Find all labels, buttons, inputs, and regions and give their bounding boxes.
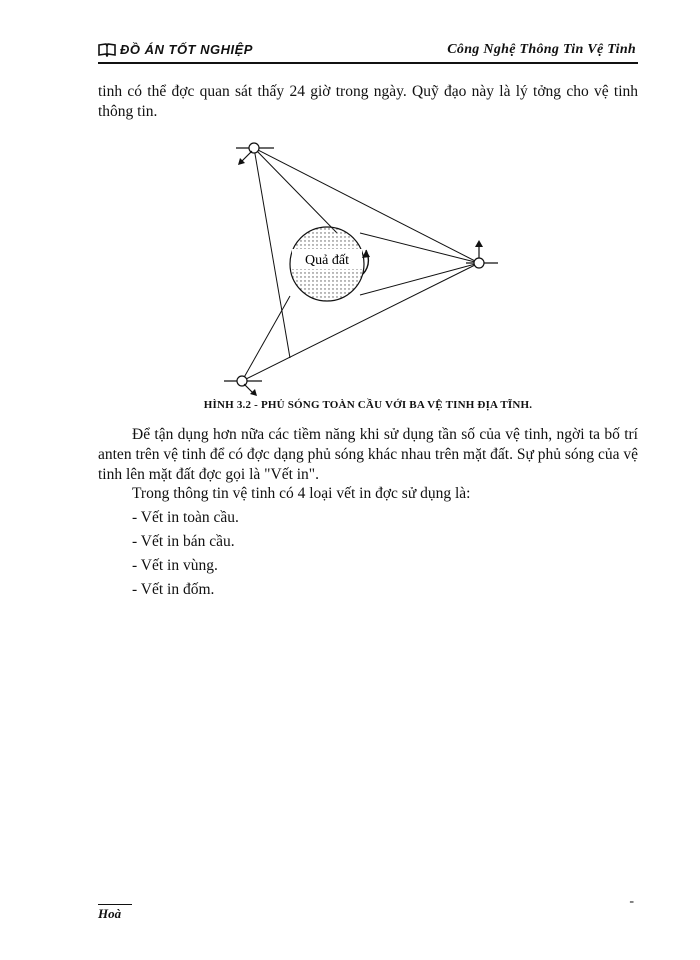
page-footer: [98, 894, 638, 924]
header-left: [98, 42, 253, 57]
page-header: [98, 40, 638, 64]
book-icon: [98, 43, 116, 57]
list-item: - Vết in đốm.: [132, 581, 215, 598]
footprint-list: [132, 508, 239, 604]
list-item: - Vết in toàn cầu.: [132, 509, 239, 526]
paragraph-list-intro: Trong thông tin vệ tinh có 4 loại vết in đợc sử dụng là:: [132, 485, 471, 502]
footer-page-marker: -: [629, 894, 634, 909]
list-item: - Vết in vùng.: [132, 557, 218, 574]
header-left-title: ĐỒ ÁN TỐT NGHIỆP: [120, 42, 253, 57]
footer-left-text: Hoà: [98, 906, 122, 921]
paragraph-coverage: Để tận dụng hơn nữa các tiềm năng khi sử dụng tần số của vệ tinh, ngời ta bố trí anten trên vệ tinh để có đợc dạng phủ sóng khác nhau trên mặt đất. Sự phủ sóng của vệ tinh lên mặt đất đợc gọi là "Vết in".: [98, 426, 639, 483]
figure-caption: HÌNH 3.2 - PHỦ SÓNG TOÀN CẦU VỚI BA VỆ TINH ĐỊA TĨNH.: [203, 399, 533, 411]
footer-rule: [98, 904, 132, 905]
list-item: - Vết in bán cầu.: [132, 533, 235, 550]
coverage-line: [360, 263, 479, 295]
coverage-line: [242, 296, 290, 381]
paragraph-intro: tinh có thể đợc quan sát thấy 24 giờ trong ngày. Quỹ đạo này là lý tởng cho vệ tinh thông tin.: [98, 83, 638, 120]
header-rule: [98, 62, 638, 64]
earth-label: Quả đất: [305, 253, 349, 268]
header-right-title: Công Nghệ Thông Tin Vệ Tinh: [447, 42, 636, 57]
coverage-figure: [200, 136, 520, 396]
satellite-icon: [466, 240, 498, 268]
satellite-icon: [224, 376, 262, 396]
coverage-line: [254, 148, 479, 263]
coverage-line: [360, 233, 479, 263]
